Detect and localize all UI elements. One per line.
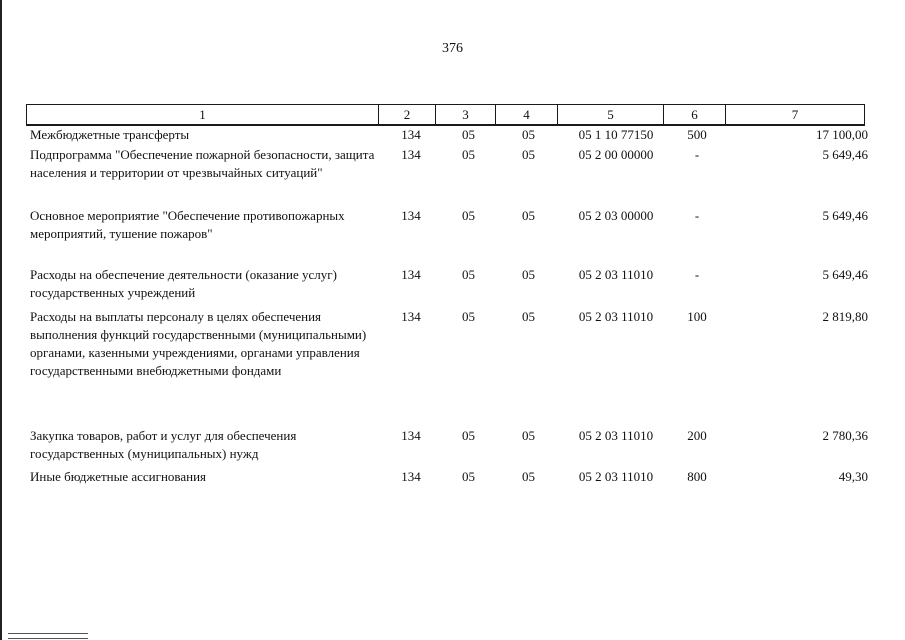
row-col7: 17 100,00 (816, 127, 868, 142)
row-col5: 05 2 03 11010 (578, 428, 654, 443)
table-header-cell-6: 6 (663, 105, 725, 124)
row-col7: 2 780,36 (822, 428, 868, 443)
row-col2: 134 (401, 267, 421, 282)
row-col2: 134 (401, 469, 421, 484)
row-col7: 49,30 (838, 469, 868, 484)
page-number: 376 (442, 41, 463, 56)
row-col3: 05 (462, 428, 475, 443)
row-col3: 05 (462, 208, 475, 223)
row-col2: 134 (401, 208, 421, 223)
row-col6: - (694, 147, 700, 162)
row-col2: 134 (401, 428, 421, 443)
row-col5: 05 2 03 11010 (578, 267, 654, 282)
row-name: Расходы на обеспечение деятельности (оказание услуг) государственных учреждений (30, 267, 337, 300)
row-col6: - (694, 208, 700, 223)
row-col4: 05 (522, 309, 535, 324)
row-col4: 05 (522, 428, 535, 443)
table-header-cell-5: 5 (557, 105, 663, 124)
row-name: Основное мероприятие "Обеспечение противопожарных мероприятий, тушение пожаров" (30, 208, 345, 241)
row-col5: 05 2 03 11010 (578, 469, 654, 484)
row-col3: 05 (462, 267, 475, 282)
row-col3: 05 (462, 309, 475, 324)
row-col6: 500 (687, 127, 707, 142)
scan-edge-mark (8, 633, 88, 639)
row-col3: 05 (462, 147, 475, 162)
row-col5: 05 2 03 11010 (578, 309, 654, 324)
row-col2: 134 (401, 309, 421, 324)
row-col4: 05 (522, 469, 535, 484)
row-col4: 05 (522, 208, 535, 223)
table-header-cell-1: 1 (199, 107, 206, 122)
row-col2: 134 (401, 147, 421, 162)
row-col2: 134 (401, 127, 421, 142)
table-header-row (26, 104, 865, 126)
row-col7: 5 649,46 (822, 267, 868, 282)
row-col6: 800 (687, 469, 707, 484)
row-col6: 100 (687, 309, 707, 324)
row-col4: 05 (522, 267, 535, 282)
row-col3: 05 (462, 469, 475, 484)
table-header-cell-4: 4 (495, 105, 557, 124)
row-name: Закупка товаров, работ и услуг для обеспечения государственных (муниципальных) нужд (30, 428, 297, 461)
row-col6: - (694, 267, 700, 282)
row-name: Межбюджетные трансферты (30, 127, 190, 142)
table-header-cell-3: 3 (435, 105, 495, 124)
row-col5: 05 1 10 77150 (578, 127, 654, 142)
row-name: Иные бюджетные ассигнования (30, 469, 207, 484)
row-col4: 05 (522, 127, 535, 142)
row-name: Расходы на выплаты персоналу в целях обеспечения выполнения функций государственными (муниципальными) органами, казенными учреждениями, органами управления государственными внебюджетными фондами (30, 309, 367, 378)
row-col6: 200 (687, 428, 707, 443)
table-header-cell-2: 2 (378, 105, 435, 124)
row-col3: 05 (462, 127, 475, 142)
row-col7: 5 649,46 (822, 147, 868, 162)
row-col7: 2 819,80 (822, 309, 868, 324)
page-left-border (0, 0, 2, 640)
row-col4: 05 (522, 147, 535, 162)
table-header-cell-7: 7 (725, 105, 864, 124)
row-name: Подпрограмма "Обеспечение пожарной безопасности, защита населения и территории от чрезвычайных ситуаций" (30, 147, 375, 180)
row-col5: 05 2 03 00000 (578, 208, 654, 223)
row-col7: 5 649,46 (822, 208, 868, 223)
row-col5: 05 2 00 00000 (578, 147, 654, 162)
